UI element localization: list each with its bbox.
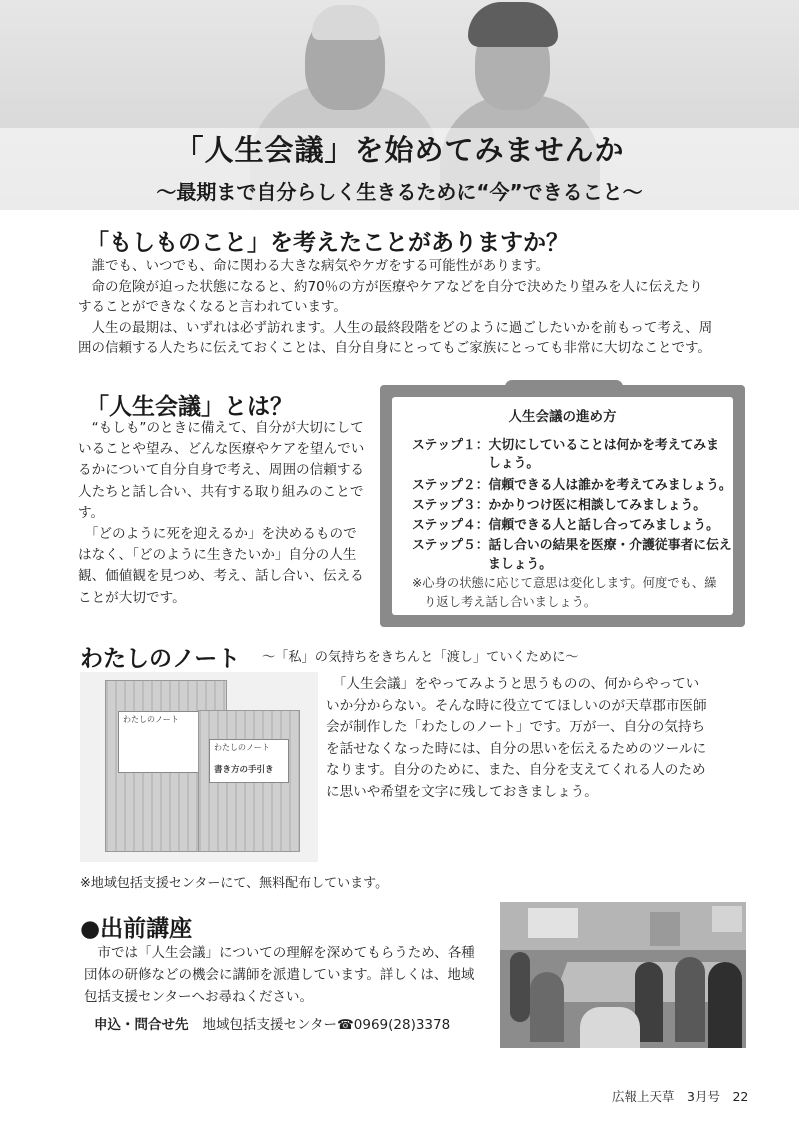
step-5-continued: ましょう。 (488, 557, 552, 572)
paragraph-line: 団体の研修などの機会に講師を派遣しています。詳しくは、地域 (84, 967, 475, 983)
paragraph-line: ことが大切です。 (78, 589, 186, 606)
steps-panel-inner (392, 397, 733, 615)
paragraph-line: なります。自分のために、また、自分を支えてくれる人のため (326, 762, 706, 778)
step-1-continued: しょう。 (488, 456, 540, 471)
paragraph-line: いることや望み、どんな医療やケアを望んでい (78, 441, 365, 458)
contact-value: 地域包括支援センター☎0969(28)3378 (202, 1017, 451, 1033)
paragraph-line: を話せなくなった時には、自分の思いを伝えるためのツールに (326, 740, 707, 757)
notebook-label: わたしのノート (118, 711, 212, 773)
notebooks-image (80, 672, 318, 862)
steps-note: ※心身の状態に応じて意思は変化します。何度でも、繰 (412, 576, 717, 590)
paragraph-line: 「人生会議」をやってみようと思うものの、何からやってい (326, 676, 700, 692)
steps-note-continued: り返し考え話し合いましょう。 (424, 595, 597, 609)
section-heading-jinsei-kaigi: 「人生会議」とは？ (86, 394, 293, 420)
distribution-note: ※地域包括支援センターにて、無料配布しています。 (80, 876, 389, 891)
step-4 (412, 514, 719, 533)
section-subheading-watashi-no-note: ～「私」の気持ちをきちんと「渡し」ていくために～ (262, 650, 579, 665)
guide-label (209, 739, 289, 783)
paragraph-line: に思いや希望を文字に残しておきましょう。 (326, 783, 598, 800)
contact-line (94, 1013, 450, 1033)
paragraph-line: 「どのように死を迎えるか」を決めるもので (78, 526, 357, 543)
step-3 (412, 494, 706, 513)
paragraph-line: 観、価値観を見つめ、考え、話し合い、伝える (78, 568, 364, 585)
woman-hair (468, 2, 558, 47)
section-body-watashi-no-note (326, 674, 707, 803)
steps-panel (380, 385, 745, 627)
step-2 (412, 474, 732, 493)
section-body-moshimo (78, 256, 712, 359)
step-label: ステップ５： (412, 538, 489, 553)
guide-cover (198, 710, 300, 852)
hero-title: 「人生会議」を始めてみませんか (174, 133, 625, 167)
guide-subtitle: 書き方の手引き (214, 765, 274, 775)
step-label: ステップ４： (412, 518, 489, 533)
paragraph-line: することができなくなると言われています。 (78, 299, 347, 315)
step-1 (412, 434, 719, 453)
page-footer: 広報上天草 3月号 22 (612, 1089, 749, 1104)
paragraph-line: 包括支援センターへお尋ねください。 (84, 989, 313, 1005)
section-heading-moshimo: 「もしものこと」を考えたことがありますか？ (86, 230, 569, 256)
paragraph-line: 人たちと話し合い、共有する取り組みのことで (78, 483, 364, 500)
step-5 (412, 534, 732, 553)
paragraph-line: るかについて自分自身で考え、周囲の信頼する (78, 462, 365, 479)
paragraph-line: 囲の信頼する人たちに伝えておくことは、自分自身にとってもご家族にとっても非常に大切なことです。 (78, 340, 711, 356)
paragraph-line: 命の危険が迫った状態になると、約70％の方が医療やケアなどを自分で決めたり望みを人に伝えたり (78, 278, 703, 295)
step-text: 大切にしていることは何かを考えてみま (488, 438, 719, 453)
step-text: 話し合いの結果を医療・介護従事者に伝え (488, 538, 732, 553)
step-label: ステップ３： (412, 498, 489, 513)
hero-subtitle: ～最期まで自分らしく生きるために“今”できること～ (156, 180, 643, 204)
paragraph-line: す。 (78, 504, 105, 521)
contact-label: 申込・問合せ先 (94, 1017, 189, 1033)
paragraph-line: 人生の最期は、いずれは必ず訪れます。人生の最終段階をどのように過ごしたいかを前もって考え、周 (78, 319, 713, 336)
section-heading-watashi-no-note: わたしのノート (80, 646, 241, 672)
man-hair (312, 5, 380, 40)
lecture-photo (500, 902, 746, 1048)
paragraph-line: 会が制作した「わたしのノート」です。万が一、自分の気持ち (326, 719, 706, 735)
step-text: 信頼できる人と話し合ってみましょう。 (488, 518, 719, 533)
guide-title: わたしのノート (214, 743, 270, 752)
section-body-demae-koza (84, 942, 475, 1008)
paragraph-line: はなく、「どのように生きたいか」自分の人生 (78, 547, 357, 564)
step-label: ステップ２： (412, 478, 489, 493)
paragraph-line: いか分からない。そんな時に役立ててほしいのが天草郡市医師 (326, 697, 707, 714)
section-heading-demae-koza: ●出前講座 (80, 916, 193, 942)
step-text: かかりつけ医に相談してみましょう。 (488, 498, 707, 513)
section-body-jinsei-kaigi (78, 418, 364, 609)
step-label: ステップ１： (412, 438, 489, 453)
paragraph-line: 市では「人生会議」についての理解を深めてもらうため、各種 (84, 945, 475, 961)
steps-title: 人生会議の進め方 (508, 409, 617, 425)
step-text: 信頼できる人は誰かを考えてみましょう。 (488, 478, 732, 493)
paragraph-line: 誰でも、いつでも、命に関わる大きな病気やケガをする可能性があります。 (78, 258, 550, 274)
paragraph-line: “もしも”のときに備えて、自分が大切にして (78, 420, 364, 436)
